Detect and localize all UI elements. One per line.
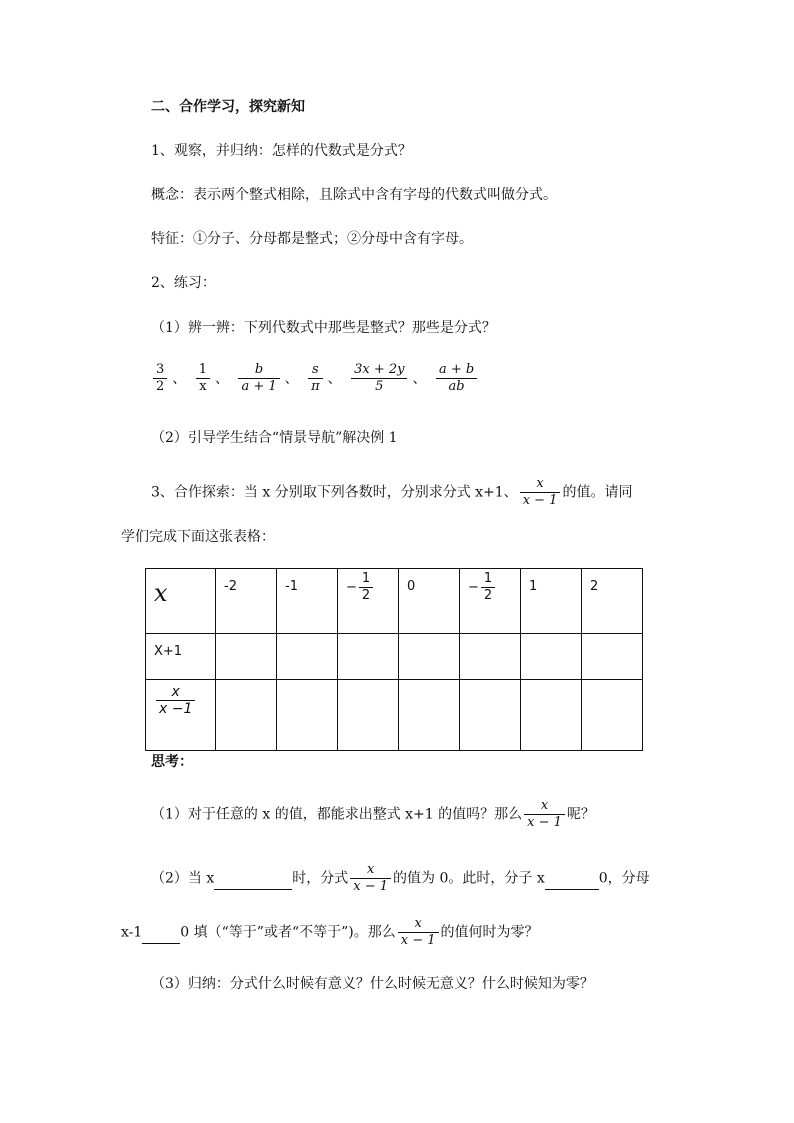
table-cell: -1 [277,569,338,634]
table-cell [399,634,460,680]
table-cell [582,680,643,751]
question-1: 1、观察，并归纳：怎样的代数式是分式？ [151,143,412,159]
table-cell [521,680,582,751]
think-q3: （3）归纳：分式什么时候有意义？什么时候无意义？什么时候知为零？ [151,976,594,992]
expression-fraction: $\frac{s}{\pi}$ [308,362,323,395]
fraction-x-over-x-minus-1: $\frac{x}{x - 1}$ [524,798,565,831]
expression-list [151,362,479,395]
separator: 、 [172,370,187,387]
think-q1: （1）对于任意的 x 的值，都能求出整式 x+1 的值吗？那么 $\frac{x}{x - 1}$ 呢？ [151,798,595,830]
table-cell [460,680,521,751]
think-q2-cont: x-1 0 填（“等于”或者“不等于”)。那么 $\frac{x}{x - 1}$ 的值何时为零？ [121,916,539,948]
exercise-sub1: （1）辨一辨：下列代数式中那些是整式？那些是分式？ [151,320,496,336]
table-cell: − $\frac{1}{2}$ [338,569,399,634]
table-cell: − $\frac{1}{2}$ [460,569,521,634]
think-title: 思考： [151,754,193,770]
table-cell [582,634,643,680]
table-row [146,680,643,751]
expression-fraction: $\frac{3x + 2y}{5}$ [351,362,407,395]
expression-fraction: $\frac{b}{a + 1}$ [238,362,279,395]
think-q2: （2）当 x 时，分式 $\frac{x}{x - 1}$ 的值为 0。此时，分子 x 0，分母 [151,862,650,894]
table-row [146,569,643,634]
expression-fraction: $\frac{1}{x}$ [196,362,210,395]
section-title: 二、合作学习，探究新知 [151,99,305,115]
table-cell: 2 [582,569,643,634]
table-cell: 0 [399,569,460,634]
table-header-x: x [146,569,216,634]
separator: 、 [327,370,342,387]
feature-text: 特征：①分子、分母都是整式；②分母中含有字母。 [151,231,473,247]
answer-blank[interactable] [142,923,180,944]
fraction-x-over-x-minus-1: $\frac{x}{x - 1}$ [398,916,439,949]
separator: 、 [412,370,427,387]
exercise-title: 2、练习： [151,275,216,291]
fraction-half: $\frac{1}{2}$ [359,571,373,604]
answer-blank[interactable] [214,869,292,890]
row-label-fraction [146,680,216,751]
separator: 、 [215,370,230,387]
table-cell [521,634,582,680]
table-cell [277,680,338,751]
table-cell [338,680,399,751]
explore-line-2: 学们完成下面这张表格： [121,529,275,545]
table-row [146,634,643,680]
fraction-x-over-x-minus-1: $\frac{x}{x - 1}$ [350,862,391,895]
answer-blank[interactable] [545,869,599,890]
fraction-x-over-x-minus-1: $\frac{x}{x - 1}$ [520,476,561,509]
exercise-sub2: （2）引导学生结合“情景导航”解决例 1 [151,430,398,446]
concept-text: 概念：表示两个整式相除，且除式中含有字母的代数式叫做分式。 [151,187,557,203]
table-cell [216,680,277,751]
table-cell [338,634,399,680]
table-cell [399,680,460,751]
value-table [145,568,643,751]
expression-fraction: $\frac{3}{2}$ [153,362,167,395]
expression-fraction: $\frac{a + b}{ab}$ [436,362,477,395]
explore-line: 3、合作探索：当 x 分别取下列各数时，分别求分式 x+1、 $\frac{x}{x - 1}$ 的值。请同 [151,476,633,508]
fraction-x-over-x-minus-1: $\frac{x}{x -1}$ [156,684,195,717]
row-label-x-plus-1: X+1 [146,634,216,680]
table-cell [216,634,277,680]
fraction-half: $\frac{1}{2}$ [481,571,495,604]
table-cell [277,634,338,680]
separator: 、 [284,370,299,387]
table-cell: -2 [216,569,277,634]
table-cell [460,634,521,680]
table-cell: 1 [521,569,582,634]
